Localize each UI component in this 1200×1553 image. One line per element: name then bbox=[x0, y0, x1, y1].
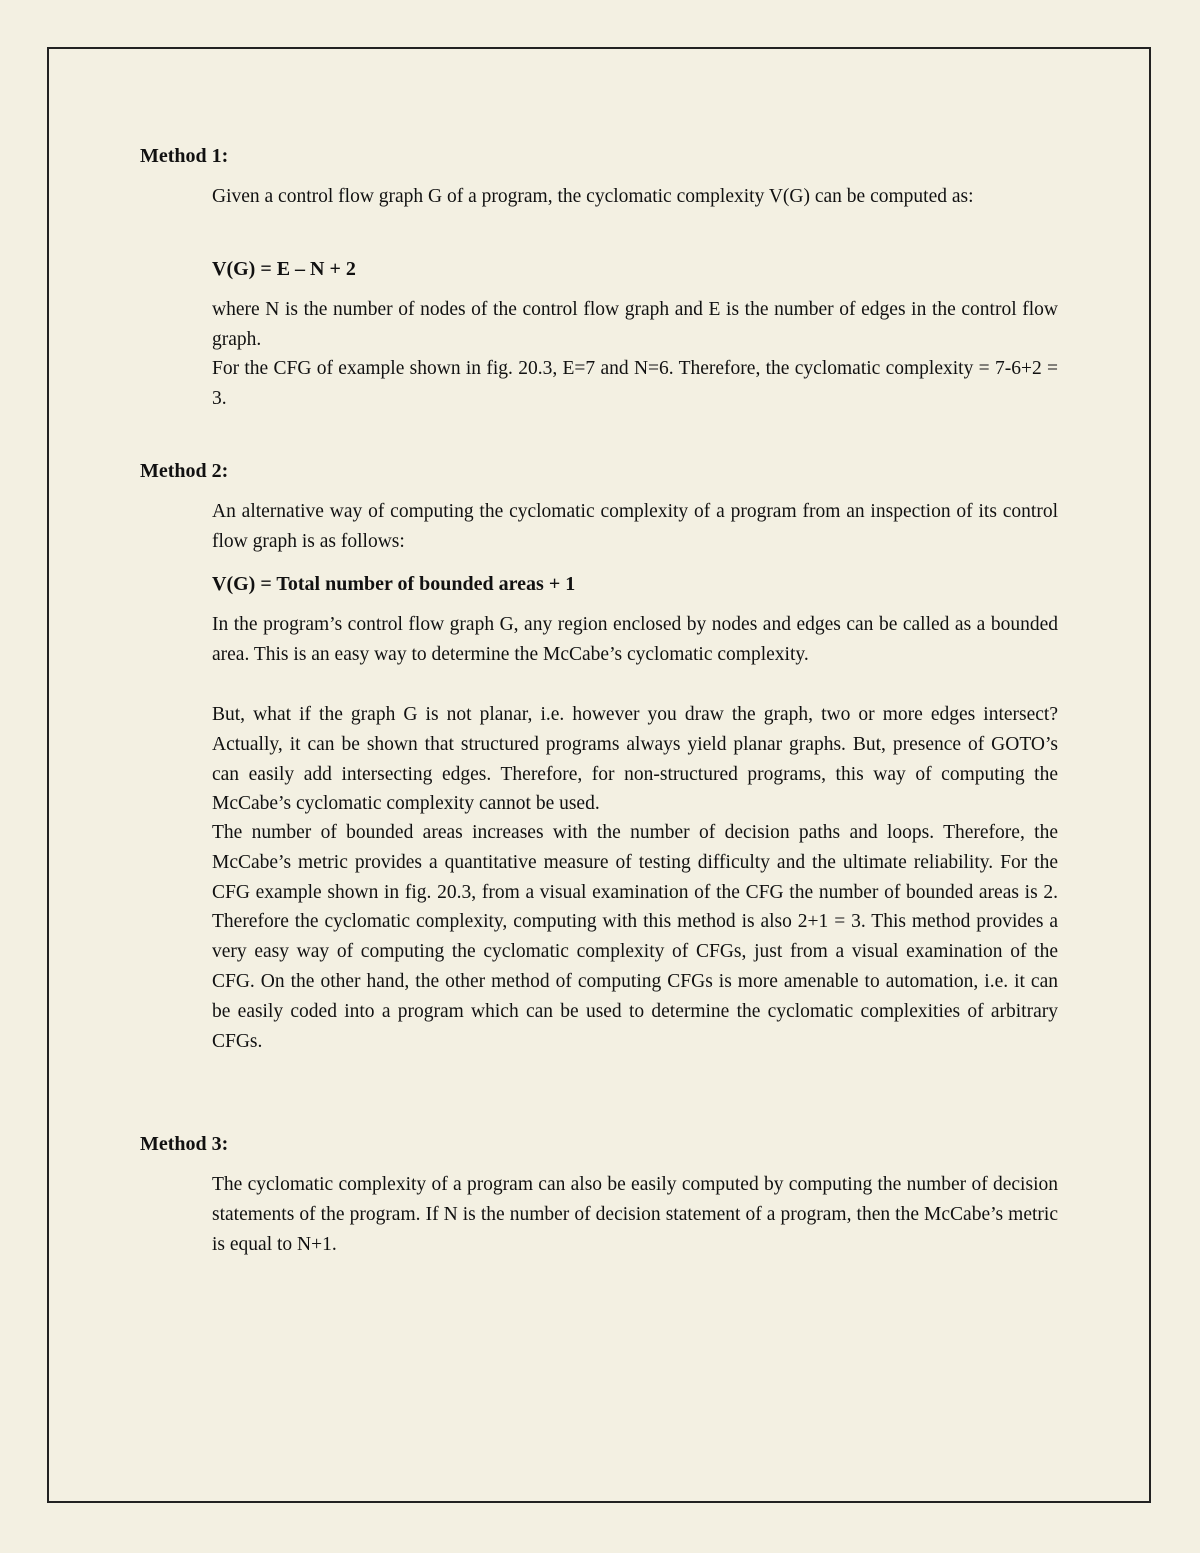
method-1-heading: Method 1: bbox=[140, 145, 229, 167]
method-1-definition: where N is the number of nodes of the control flow graph and E is the number of edges in the control flow graph. bbox=[212, 299, 1058, 350]
method-1-example: For the CFG of example shown in fig. 20.3, E=7 and N=6. Therefore, the cyclomatic complexity = 7-6+2 = 3. bbox=[212, 358, 1058, 409]
method-2-definition: In the program’s control flow graph G, any region enclosed by nodes and edges can be called as a bounded area. This is an easy way to determine the McCabe’s cyclomatic complexity. bbox=[212, 614, 1058, 665]
method-3-heading: Method 3: bbox=[140, 1133, 229, 1155]
method-2-planar-note: But, what if the graph G is not planar, i.e. however you draw the graph, two or more edges intersect? Actually, it can be shown that structured programs always yield planar graphs. But, presence of GOTO’s can easily add intersecting edges. Therefore, for non-structured programs, this way of computing the McCabe’s cyclomatic complexity cannot be used. bbox=[212, 704, 1058, 815]
method-2-discussion: The number of bounded areas increases with the number of decision paths and loops. Therefore, the McCabe’s metric provides a quantitative measure of testing difficulty and the ultimate reliability. For the CFG example shown in fig. 20.3, from a visual examination of the CFG the number of bounded areas is 2. Therefore the cyclomatic complexity, computing with this method is also 2+1 = 3. This method provides a very easy way of computing the cyclomatic complexity of CFGs, just from a visual examination of the CFG. On the other hand, the other method of computing CFGs is more amenable to automation, i.e. it can be easily coded into a program which can be used to determine the cyclomatic complexities of arbitrary CFGs. bbox=[212, 822, 1058, 1052]
method-2-heading: Method 2: bbox=[140, 460, 229, 482]
method-1-formula: V(G) = E – N + 2 bbox=[212, 258, 356, 280]
method-2-formula: V(G) = Total number of bounded areas + 1 bbox=[212, 573, 576, 595]
method-3-body: The cyclomatic complexity of a program can also be easily computed by computing the number of decision statements of the program. If N is the number of decision statement of a program, then the McCabe’s metric is equal to N+1. bbox=[212, 1174, 1058, 1255]
method-2-intro: An alternative way of computing the cyclomatic complexity of a program from an inspection of its control flow graph is as follows: bbox=[212, 501, 1058, 552]
method-1-intro: Given a control flow graph G of a program, the cyclomatic complexity V(G) can be computed as: bbox=[212, 186, 974, 207]
